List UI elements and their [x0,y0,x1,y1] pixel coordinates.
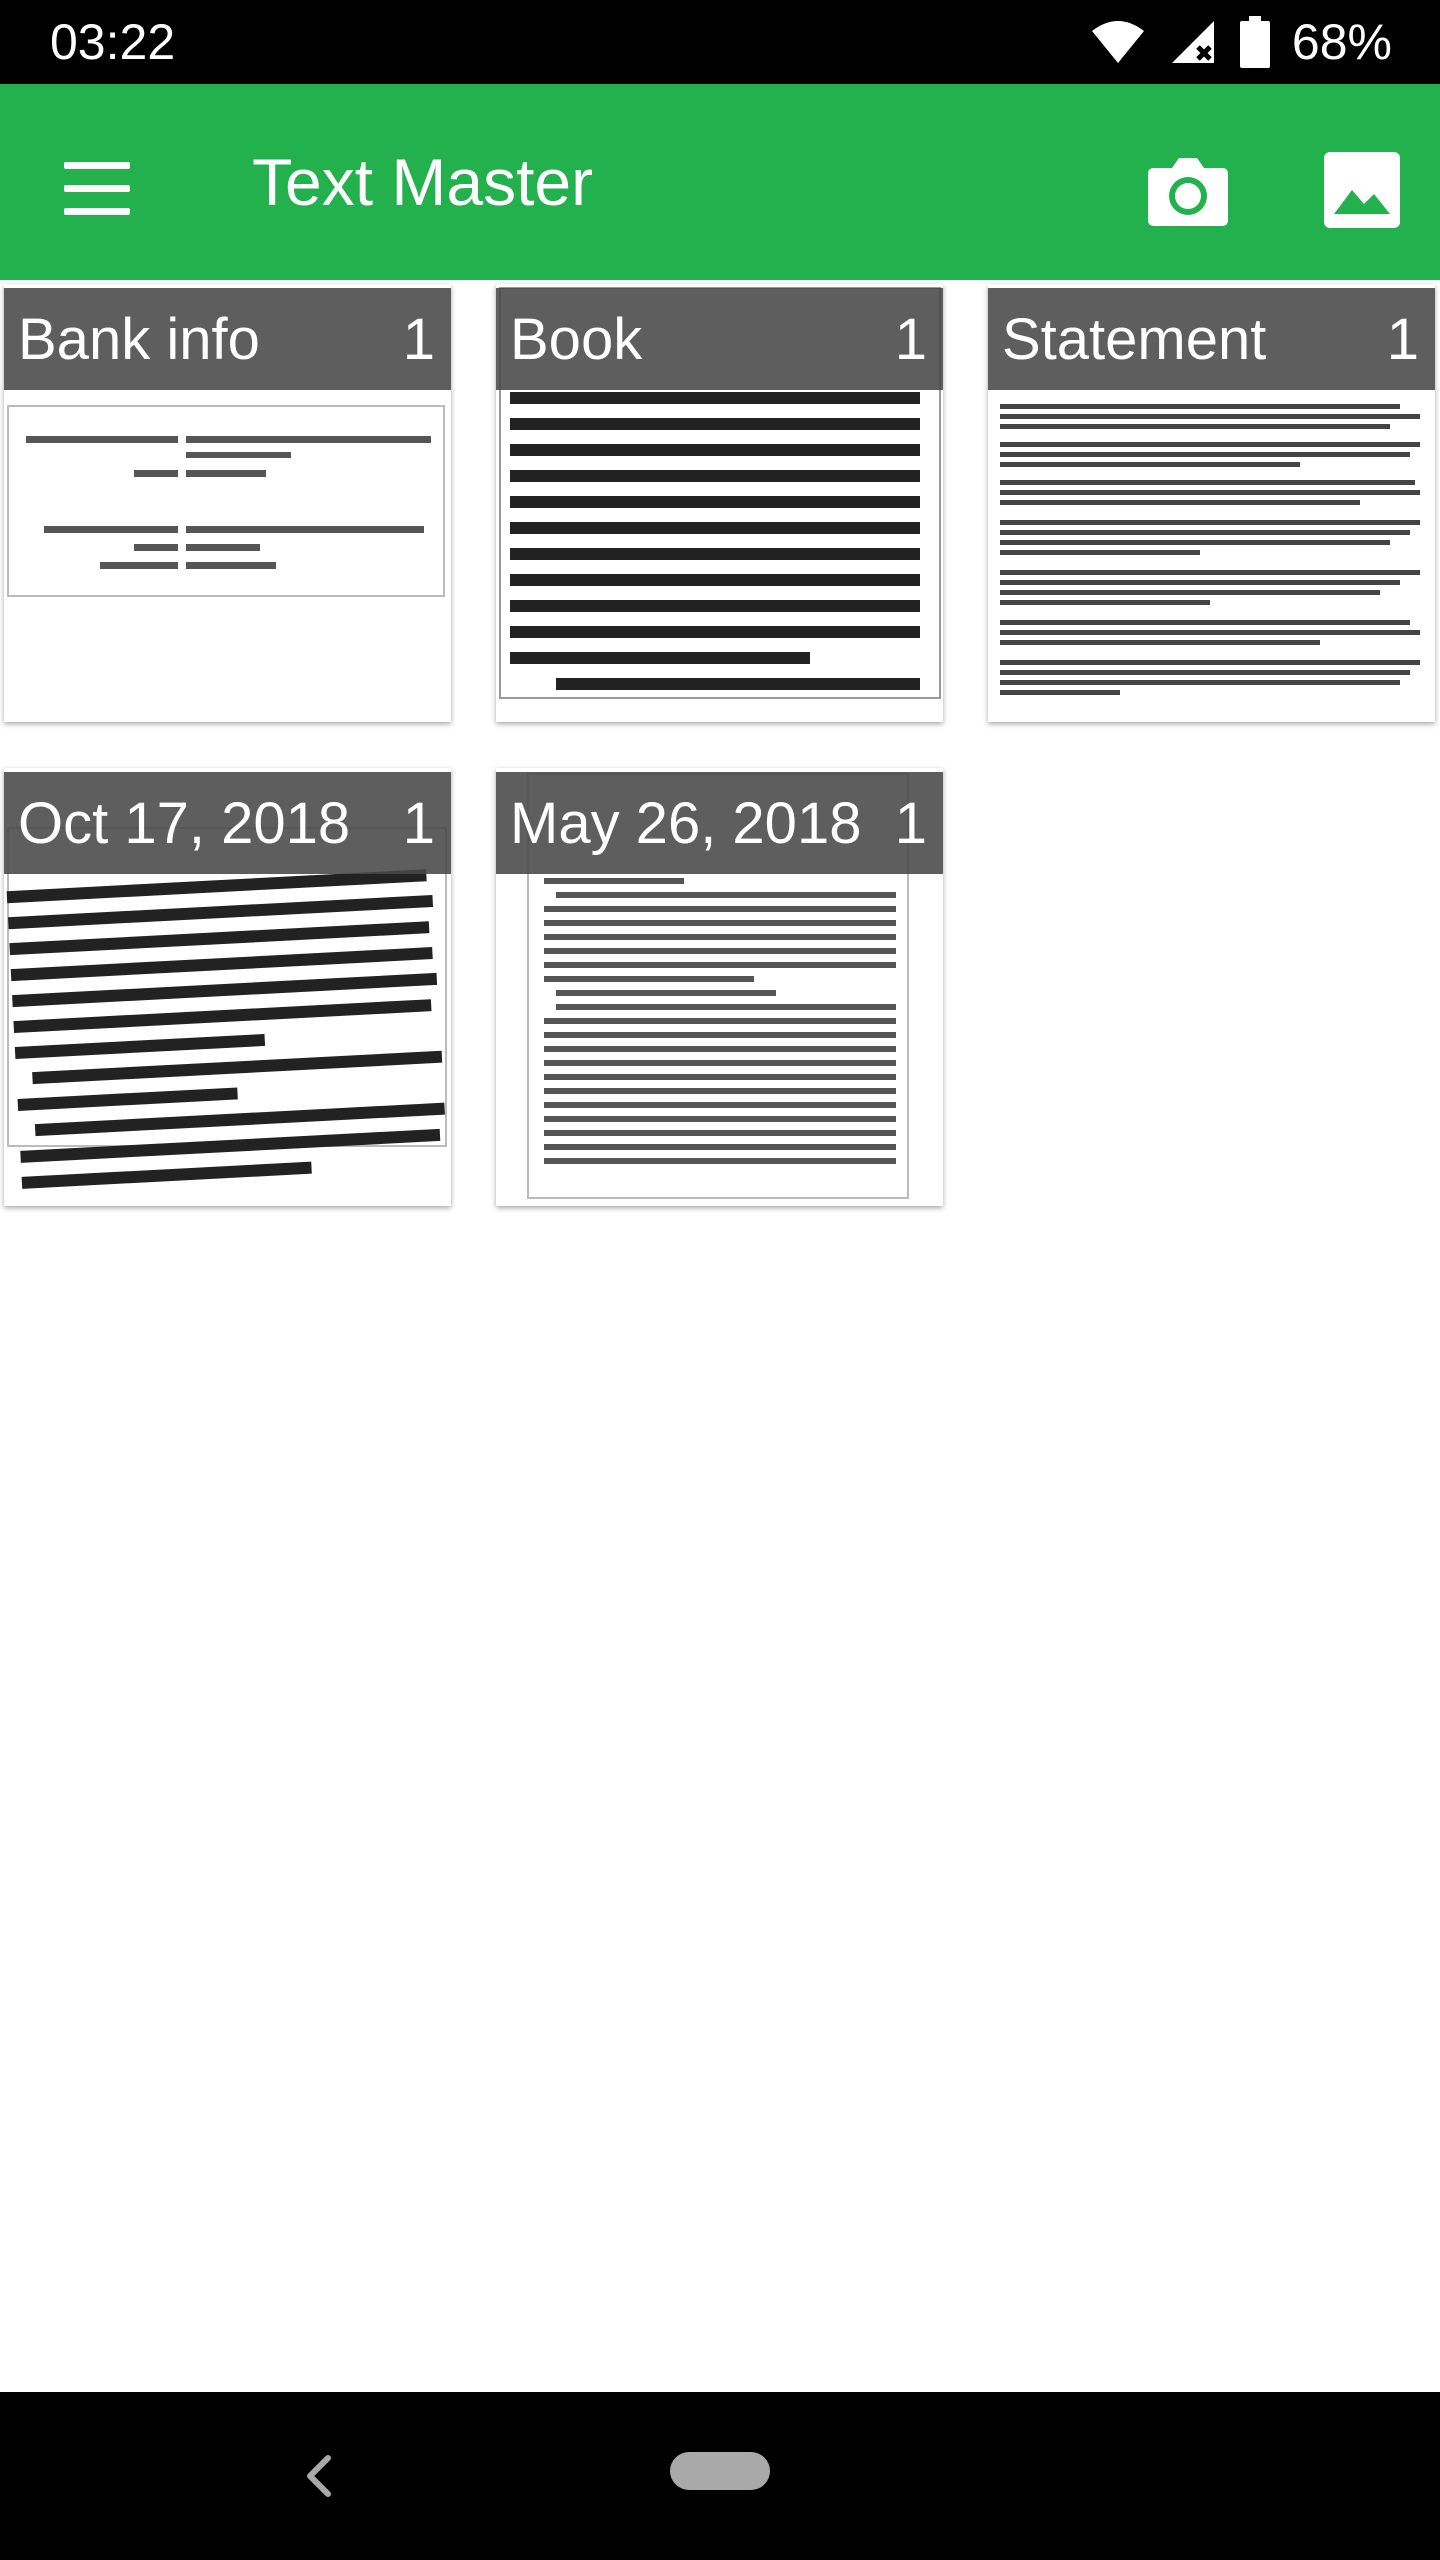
folder-name: Statement [1002,307,1267,372]
gallery-button[interactable] [1314,142,1410,238]
folder-count: 1 [402,791,435,856]
wifi-icon [1090,19,1146,65]
folder-label [496,288,943,390]
folder-card-may-26-2018[interactable] [496,768,943,1206]
folder-name: May 26, 2018 [510,791,862,856]
battery-percent: 68% [1291,14,1392,70]
folder-card-statement[interactable] [988,284,1435,722]
status-bar [0,0,1440,84]
folder-card-book[interactable] [496,284,943,722]
folder-count: 1 [894,307,927,372]
battery-icon [1240,16,1270,68]
menu-button[interactable] [56,146,142,232]
folder-label [4,288,451,390]
app-bar [0,84,1440,280]
folder-name: Bank info [18,307,260,372]
folder-count: 1 [402,307,435,372]
app-title: Text Master [252,145,594,219]
back-icon [290,2446,350,2506]
folder-label [496,772,943,874]
folder-count: 1 [1386,307,1419,372]
camera-icon [1140,142,1236,238]
gallery-icon [1314,142,1410,238]
status-time: 03:22 [50,14,176,70]
cellular-no-data-icon [1168,17,1218,67]
folder-card-bank-info[interactable] [4,284,451,722]
status-icons [1090,14,1392,70]
home-pill[interactable] [670,2452,770,2490]
back-button[interactable] [290,2446,350,2506]
folder-card-oct-17-2018[interactable] [4,768,451,1206]
folder-name: Oct 17, 2018 [18,791,351,856]
folder-label [988,288,1435,390]
folder-label [4,772,451,874]
navigation-bar [0,2392,1440,2560]
camera-button[interactable] [1140,142,1236,238]
folder-name: Book [510,307,643,372]
folder-count: 1 [894,791,927,856]
